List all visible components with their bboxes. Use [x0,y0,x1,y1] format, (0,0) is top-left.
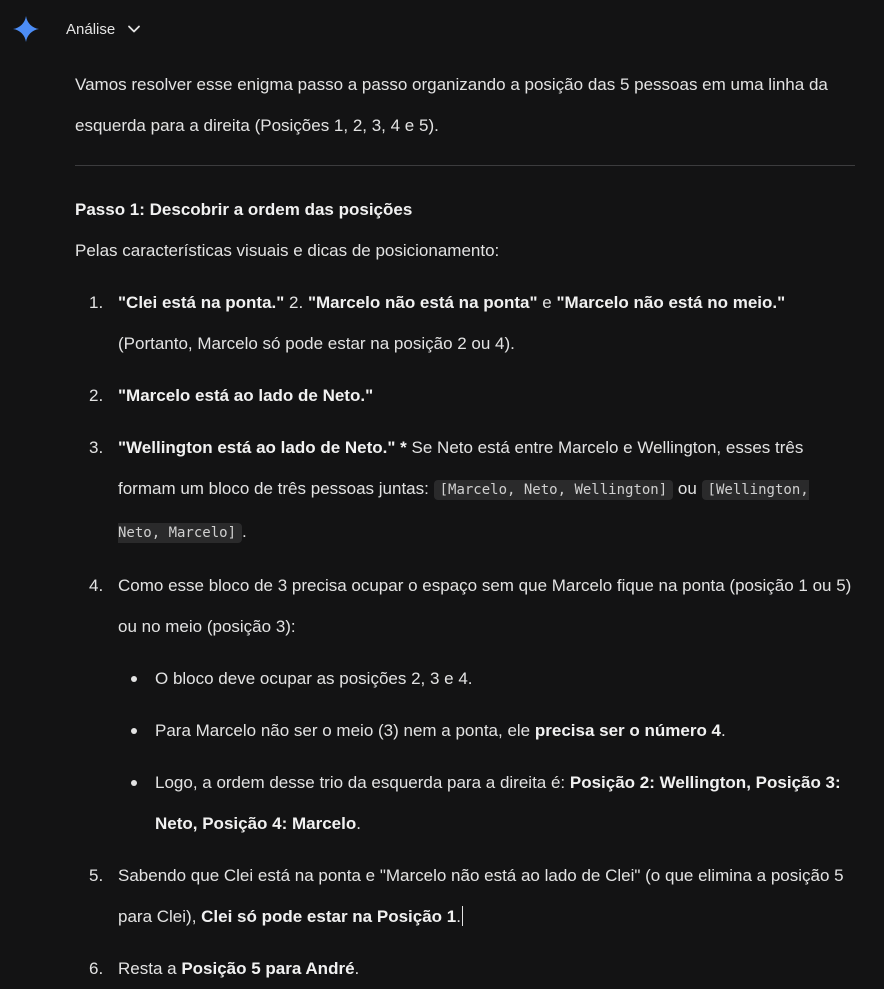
steps-list [75,282,855,989]
response-header [12,13,141,45]
list-number: 1. [89,293,104,312]
intro-paragraph: Vamos resolver esse enigma passo a passo organizando a posição das 5 pessoas em uma linha da esquerda para a direita (Posições 1, 2, 3, 4 e 5). [75,75,828,135]
divider [75,165,855,166]
text-cursor [462,906,463,926]
step-title: Passo 1: Descobrir a ordem das posições [75,200,413,219]
sub-list-item: Logo, a ordem desse trio da esquerda para a direita é: Posição 2: Wellington, Posição 3: Neto, Posição 4: Marcelo. [118,762,855,844]
list-item: 5. Sabendo que Clei está na ponta e "Marcelo não está ao lado de Clei" (o que elimina a posição 5 para Clei), Clei só pode estar na Posição 1. [75,855,855,937]
bullet [131,728,137,734]
bold-text: "Marcelo não está na ponta" [307,293,538,312]
list-number: 3. [89,438,104,457]
list-item: 6. Resta a Posição 5 para André. [75,948,855,989]
list-item: 1. "Clei está na ponta." 2. "Marcelo não está na ponta" e "Marcelo não está no meio." (Portanto, Marcelo só pode estar na posição 2 ou 4). [75,282,855,364]
sub-list-item: Para Marcelo não ser o meio (3) nem a ponta, ele precisa ser o número 4. [118,710,855,751]
list-number: 5. [89,866,104,885]
bold-text: "Marcelo está ao lado de Neto." [118,386,374,405]
inline-code: [Wellington, Neto, Marcelo] [118,482,809,541]
bold-text: "Clei está na ponta." [118,293,285,312]
list-number: 4. [89,576,104,595]
list-item: 3. "Wellington está ao lado de Neto." * Se Neto está entre Marcelo e Wellington, esses três formam um bloco de três pessoas juntas: [Marcelo, Neto, Wellington] ou [Wellington, Neto, Marcelo] . [75,427,855,554]
bold-text: Posição 2: Wellington, Posição 3: Neto, Posição 4: Marcelo [155,773,841,833]
response-body [75,64,855,989]
bold-text: Posição 5 para André [181,959,355,978]
lead-paragraph: Pelas características visuais e dicas de posicionamento: [75,241,500,260]
list-item [75,375,855,416]
analysis-toggle[interactable] [66,21,141,38]
analysis-label: Análise [66,20,116,38]
list-number: 6. [89,959,104,978]
bold-text: "Wellington está ao lado de Neto." * [118,438,407,457]
inline-code: [Marcelo, Neto, Wellington] [434,480,674,500]
bullet [131,780,137,786]
list-number: 2. [89,386,104,405]
sub-list-item: O bloco deve ocupar as posições 2, 3 e 4. [118,658,855,699]
bold-text: "Marcelo não está no meio." [556,293,786,312]
sub-list [118,658,855,844]
chevron-down-icon [127,22,141,36]
gemini-spark-icon [12,15,40,43]
bold-text: Clei só pode estar na Posição 1 [201,907,457,926]
bold-text: precisa ser o número 4 [534,721,722,740]
list-item: 4. Como esse bloco de 3 precisa ocupar o espaço sem que Marcelo fique na ponta (posição 1 ou 5) ou no meio (posição 3): O bloco deve ocupar as posições 2, 3 e 4. Para Marcelo não ser o meio (3) nem a ponta, ele precisa ser o número 4. Logo, a ordem desse trio da esquerda para a direita é: Posição 2: Wellington, Posição 3: Neto, Posição 4: Marcelo. [75,565,855,844]
bullet [131,676,137,682]
